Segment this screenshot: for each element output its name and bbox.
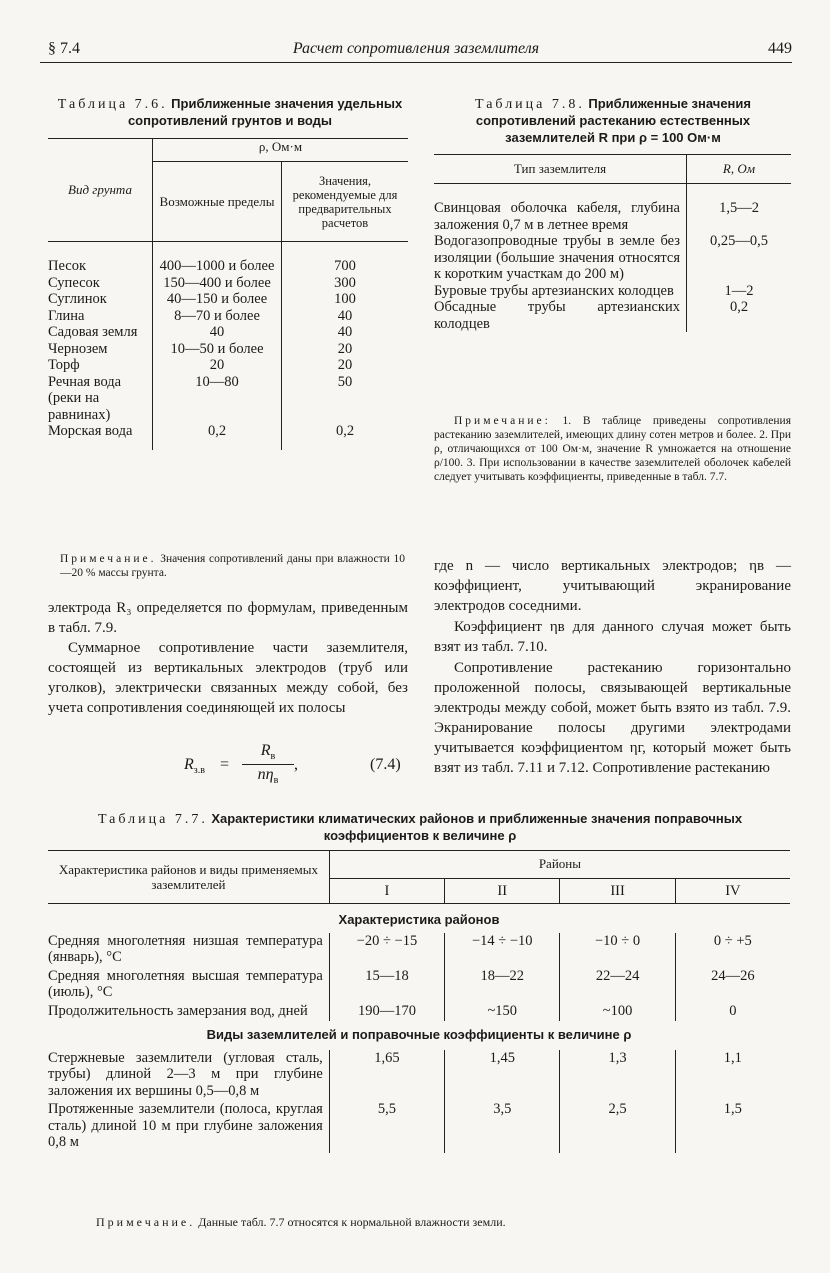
table-7-7 xyxy=(48,850,790,1153)
table-row xyxy=(48,968,790,1003)
formula-denominator: $n\eta_в$ xyxy=(257,766,279,787)
region-header: IV xyxy=(675,878,790,903)
recommended-value: 300 xyxy=(282,275,409,292)
soil-name: Чернозем xyxy=(48,340,108,357)
table-7-8-caption xyxy=(432,96,794,147)
recommended-value: 700 xyxy=(282,242,409,275)
region-value: 24—26 xyxy=(675,968,790,1003)
table-title: Приближенные значения сопротивлений растеканию естественных заземлителей R при ρ = 100 Ом·м xyxy=(475,96,751,145)
range-value: 400—1000 и более xyxy=(153,242,282,275)
row-label: Средняя многолетняя высшая температура (июль), °C xyxy=(48,967,323,1000)
table-row xyxy=(48,423,408,450)
col-header-regions: Районы xyxy=(329,851,790,879)
table-title: Приближенные значения удельных сопротивлений грунтов и воды xyxy=(127,96,403,128)
region-value: 3,5 xyxy=(445,1101,560,1153)
table-row xyxy=(434,184,791,234)
table-row xyxy=(48,324,408,341)
table-7-7-note xyxy=(96,1215,776,1229)
note-text: Данные табл. 7.7 относятся к нормальной влажности земли. xyxy=(198,1215,506,1229)
region-value: ~100 xyxy=(560,1003,675,1022)
region-value: 15—18 xyxy=(329,968,444,1003)
table-label: Таблица 7.6. xyxy=(57,97,168,112)
table-row xyxy=(48,291,408,308)
table-row xyxy=(48,374,408,424)
soil-name: Торф xyxy=(48,357,80,373)
range-value: 40—150 и более xyxy=(153,291,282,308)
table-row xyxy=(434,283,791,300)
region-header: III xyxy=(560,878,675,903)
recommended-value: 50 xyxy=(282,374,409,424)
range-value: 8—70 и более xyxy=(153,308,282,325)
region-value: −20 ÷ −15 xyxy=(329,933,444,968)
formula-numerator: $R_в$ xyxy=(260,742,276,763)
grounding-type: Водогазопроводные трубы в земле без изоляции (большие значения относятся к коротким участкам до 200 м) xyxy=(434,233,680,282)
right-text-p2: Коэффициент ηв для данного случая может быть взят из табл. 7.10. xyxy=(434,619,791,655)
region-value: 1,1 xyxy=(675,1050,790,1102)
formula-number: (7.4) xyxy=(370,756,401,773)
table-row xyxy=(48,933,790,968)
range-value: 40 xyxy=(153,324,282,341)
table-row xyxy=(48,1101,790,1153)
range-value: 10—50 и более xyxy=(153,341,282,358)
resistance-value: 0,2 xyxy=(687,299,792,332)
col-header-recommended: Значения, рекомендуемые для предварительных расчетов xyxy=(282,162,409,242)
page-header xyxy=(40,40,792,63)
table-7-8-note xyxy=(434,414,791,484)
recommended-value: 0,2 xyxy=(282,423,409,450)
table-label: Таблица 7.7. xyxy=(97,812,208,827)
table-7-6-caption xyxy=(55,96,405,130)
table-row xyxy=(48,275,408,292)
recommended-value: 20 xyxy=(282,357,409,374)
grounding-type: Обсадные трубы артезианских колодцев xyxy=(434,299,680,332)
recommended-value: 20 xyxy=(282,341,409,358)
resistance-value: 0,25—0,5 xyxy=(687,233,792,283)
soil-name: Глина xyxy=(48,307,85,324)
col-header-type: Тип заземлителя xyxy=(434,155,687,184)
row-label: Продолжительность замерзания вод, дней xyxy=(48,1002,308,1019)
grounding-type: Свинцовая оболочка кабеля, глубина заложения 0,7 м в летнее время xyxy=(434,200,680,233)
soil-name: Садовая земля xyxy=(48,324,138,340)
region-value: 1,3 xyxy=(560,1050,675,1102)
table-title: Характеристики климатических районов и приближенные значения поправочных коэффициентов к величине ρ xyxy=(211,811,743,843)
formula-7-4 xyxy=(184,742,414,788)
formula-lhs: $R_{з.в}$ xyxy=(184,756,205,777)
note-label: Примечание: xyxy=(454,415,551,427)
left-text-p1: электрода R₃ определяется по формулам, приведенным в табл. 7.9. xyxy=(48,600,408,636)
range-value: 0,2 xyxy=(153,423,282,450)
table-row xyxy=(48,1050,790,1102)
note-text: 1. В таблице приведены сопротивления растеканию заземлителей, имеющих длину сотен метров и более. 2. При ρ, отличающихся от 100 Ом·м, значение R умножается на отношение ρ/100. 3. При использовании в качестве заземлителей оболочек кабелей следует учитывать коэффициенты, приведенные в табл. 7.7. xyxy=(434,415,791,483)
resistance-value: 1,5—2 xyxy=(687,184,792,234)
right-text-p1: где n — число вертикальных электродов; ηв — коэффициент, учитывающий экранирование электродов соседними. xyxy=(434,558,791,614)
table-row xyxy=(48,1003,790,1022)
note-label: Примечание. xyxy=(60,553,157,565)
row-label: Средняя многолетняя низшая температура (январь), °C xyxy=(48,932,323,965)
note-label: Примечание. xyxy=(96,1215,196,1229)
region-value: ~150 xyxy=(445,1003,560,1022)
range-value: 10—80 xyxy=(153,374,282,424)
table-label: Таблица 7.8. xyxy=(475,97,585,112)
recommended-value: 100 xyxy=(282,291,409,308)
region-value: 1,5 xyxy=(675,1101,790,1153)
range-value: 150—400 и более xyxy=(153,275,282,292)
section-header-coefficients: Виды заземлителей и поправочные коэффициенты к величине ρ xyxy=(206,1027,632,1042)
row-label: Протяженные заземлители (полоса, круглая сталь) длиной 10 м при глубине заложения 0,8 м xyxy=(48,1101,323,1150)
region-value: −14 ÷ −10 xyxy=(445,933,560,968)
soil-name: Морская вода xyxy=(48,423,133,439)
right-text-p3: Сопротивление растеканию горизонтально проложенной полосы, связывающей вертикальные электроды между собой, может быть взято из табл. 7.9. Экранирование полосы другими электродами учитывается коэффициентом ηг, который может быть взят из табл. 7.11 и 7.12. Сопротивление растеканию xyxy=(434,660,791,776)
table-row xyxy=(48,341,408,358)
row-label: Стержневые заземлители (угловая сталь, трубы) длиной 2—3 м при глубине заложения их вершины 0,5—0,8 м xyxy=(48,1049,323,1099)
section-number: § 7.4 xyxy=(48,40,80,57)
table-7-6-note xyxy=(60,552,405,580)
col-header-range: Возможные пределы xyxy=(153,162,282,242)
fraction-bar xyxy=(242,764,294,765)
table-row xyxy=(48,357,408,374)
table-7-7-caption xyxy=(70,811,770,845)
table-row xyxy=(434,299,791,332)
soil-name: Речная вода (реки на равнинах) xyxy=(48,373,122,423)
soil-name: Песок xyxy=(48,258,86,274)
col-header-characteristic: Характеристика районов и виды применяемых заземлителей xyxy=(48,851,329,904)
formula-comma: , xyxy=(294,756,298,773)
region-value: 5,5 xyxy=(329,1101,444,1153)
region-value: 1,45 xyxy=(445,1050,560,1102)
formula-equals: = xyxy=(220,756,230,773)
region-value: 18—22 xyxy=(445,968,560,1003)
left-text-p2: Суммарное сопротивление части заземлителя, состоящей из вертикальных электродов (труб или уголков), электрически связанных между собой, без учета сопротивления соединяющей их полосы xyxy=(48,640,408,716)
range-value: 20 xyxy=(153,357,282,374)
table-7-8 xyxy=(434,154,791,332)
region-value: 0 ÷ +5 xyxy=(675,933,790,968)
table-row xyxy=(48,242,408,275)
grounding-type: Буровые трубы артезианских колодцев xyxy=(434,282,674,299)
soil-name: Супесок xyxy=(48,274,100,291)
region-value: −10 ÷ 0 xyxy=(560,933,675,968)
recommended-value: 40 xyxy=(282,308,409,325)
region-value: 190—170 xyxy=(329,1003,444,1022)
resistance-value: 1—2 xyxy=(687,283,792,300)
note-text: Значения сопротивлений даны при влажности 10—20 % массы грунта. xyxy=(60,553,405,579)
region-header: II xyxy=(445,878,560,903)
table-7-6 xyxy=(48,138,408,450)
region-value: 1,65 xyxy=(329,1050,444,1102)
col-header-rho: ρ, Ом·м xyxy=(153,139,409,162)
section-header-regions: Характеристика районов xyxy=(338,912,500,927)
table-row xyxy=(48,308,408,325)
col-header-r: R, Ом xyxy=(687,155,792,184)
running-title: Расчет сопротивления заземлителя xyxy=(292,40,540,57)
col-header-soil: Вид грунта xyxy=(48,139,153,242)
region-header: I xyxy=(329,878,444,903)
page-number: 449 xyxy=(768,40,792,57)
recommended-value: 40 xyxy=(282,324,409,341)
region-value: 2,5 xyxy=(560,1101,675,1153)
soil-name: Суглинок xyxy=(48,291,107,307)
region-value: 0 xyxy=(675,1003,790,1022)
region-value: 22—24 xyxy=(560,968,675,1003)
table-row xyxy=(434,233,791,283)
